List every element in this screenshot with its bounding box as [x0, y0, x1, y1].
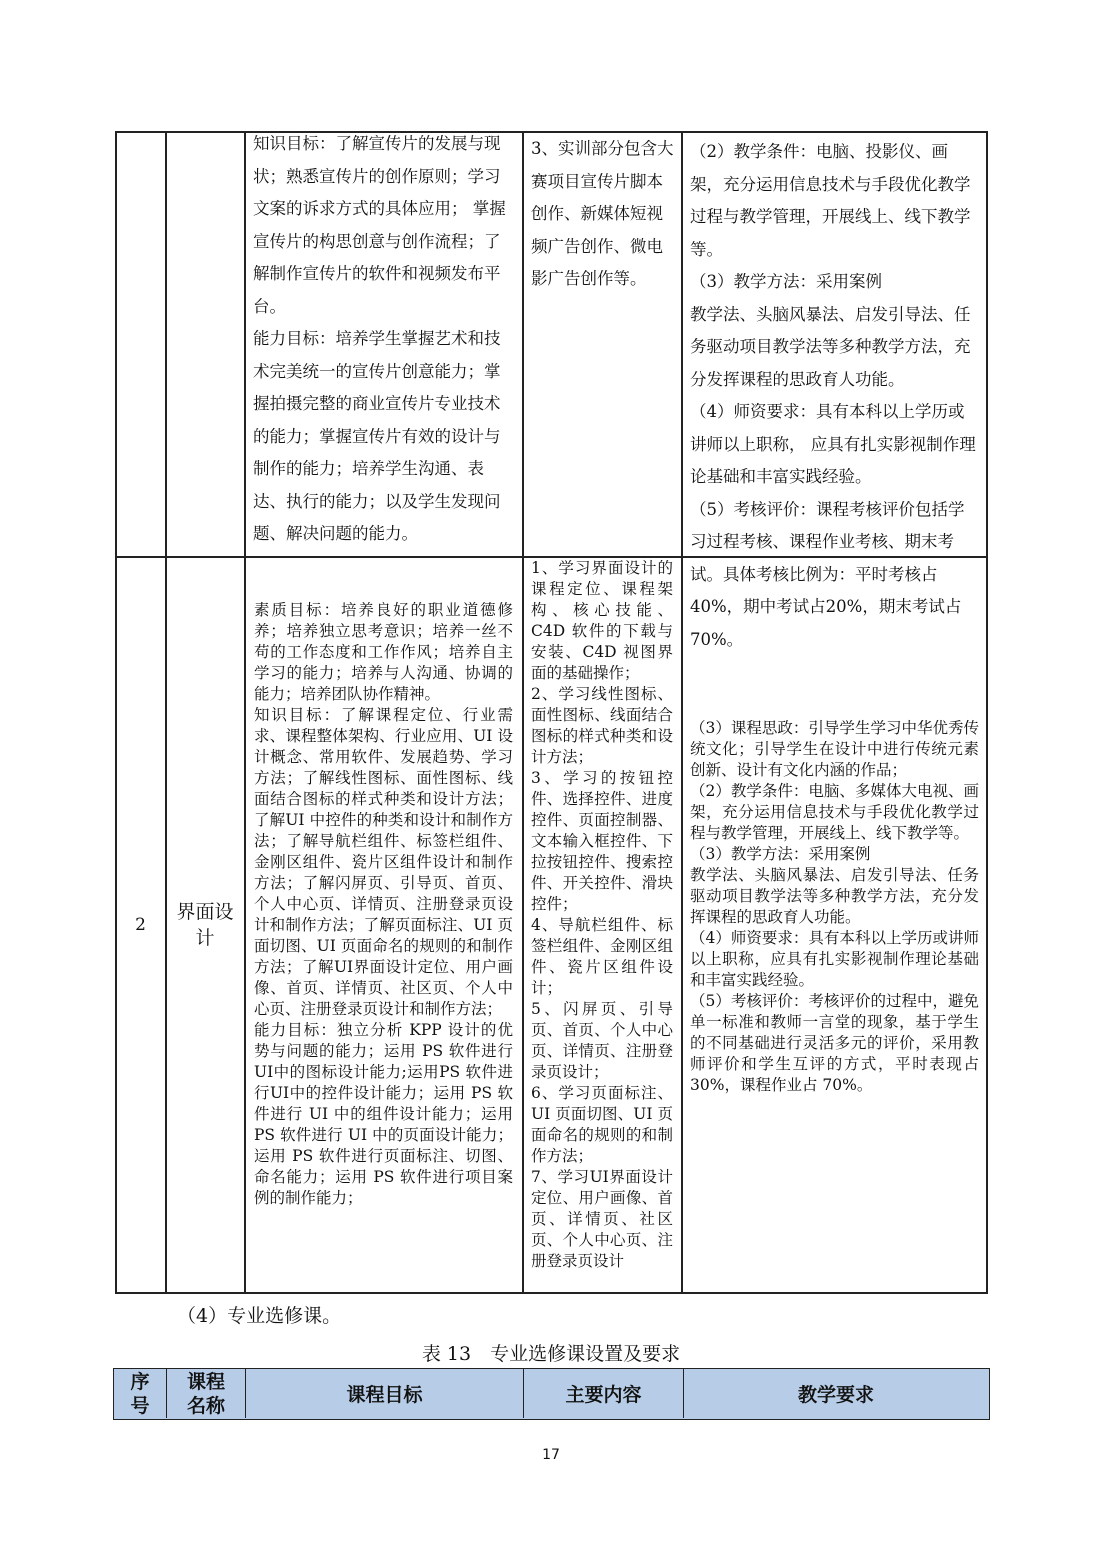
header-requirements: 教学要求 — [797, 1384, 874, 1406]
header-goals: 课程目标 — [246, 1369, 524, 1418]
row1-goals-cell — [253, 128, 515, 553]
row2-req-ideology: （3）课程思政：引导学生学习中华优秀传统文化；引导学生在设计中进行传统元素创新、设计有文化内涵的作品； — [690, 719, 979, 779]
row2-req-methods: 教学法、头脑风暴法、启发引导法、任务驱动项目教学法等多种教学方法，充分发挥课程的思政育人功能。 — [690, 866, 979, 926]
table-rule-v3 — [522, 131, 524, 1293]
row1-req-methods: 教学法、头脑风暴法、启发引导法、任务驱动项目教学法等多种教学方法，充分发挥课程的思政育人功能。 — [690, 304, 971, 389]
row2-req-assessment: （5）考核评价：考核评价的过程中，避免单一标准和教师一言堂的现象，基于学生的不同基础进行灵活多元的评价，采用教师评价和学生互评的方式，平时表现占 30%，课程作业占 70%。 — [690, 992, 979, 1094]
row1-req-method-title: （3）教学方法：采用案例 — [690, 272, 882, 291]
row2-content-item: 2、学习线性图标、面性图标、线面结合图标的样式种类和设计方法； — [531, 685, 673, 766]
row2-content-item: 4、导航栏组件、标签栏组件、金刚区组件、瓷片区组件设计； — [531, 916, 673, 997]
row2-content-item: 7、学习UI界面设计定位、用户画像、首页、详情页、社区页、个人中心页、注册登录页设计 — [531, 1168, 673, 1270]
row2-content-cell — [531, 558, 673, 1292]
row2-goals-knowledge: 知识目标：了解课程定位、行业需求、课程整体架构、行业应用、UI 设计概念、常用软件、发展趋势、学习方法；了解线性图标、面性图标、线面结合图标的样式种类和设计方法；了解UI 中控件的种类和设计和制作方法；了解导航栏组件、标签栏组件、金刚区组件、瓷片区组件设计和制作方法；了解闪屏页、引导页、首页、个人中心页、详情页、注册登录页设计和制作方法；了解页面标注、UI 页面切图、UI 页面命名的规则的和制作方法；了解UI界面设计定位、用户画像、首页、详情页、社区页、个人中心页、注册登录页设计和制作方法； — [254, 706, 513, 1018]
row1-goals-knowledge: 知识目标：了解宣传片的发展与现状；熟悉宣传片的创作原则；学习文案的诉求方式的具体应用； 掌握宣传片的构思创意与创作流程；了解制作宣传片的软件和视频发布平台。 — [253, 134, 506, 316]
header-name: 课程名称 — [167, 1369, 246, 1418]
row2-goals-quality: 素质目标：培养良好的职业道德修养；培养独立思考意识；培养一丝不苟的工作态度和工作作风；培养自主学习的能力；培养与人沟通、协调的能力；培养团队协作精神。 — [254, 601, 513, 703]
row1-requirements-cell — [690, 136, 980, 649]
row2-content-item: 3、学习的按钮控件、选择控件、进度控件、页面控制器、文本输入框控件、下拉按钮控件、搜索控件、开关控件、滑块控件； — [531, 769, 673, 913]
row2-req-conditions: （2）教学条件：电脑、多媒体大电视、画架，充分运用信息技术与手段优化教学过程与教学管理，开展线上、线下教学等。 — [690, 782, 979, 842]
header-content: 主要内容 — [524, 1369, 684, 1418]
table-rule-v5 — [986, 131, 988, 1293]
row2-content-item: 5、闪屏页、引导页、首页、个人中心页、详情页、注册登录页设计； — [531, 1000, 673, 1081]
row1-req-teachers: （4）师资要求：具有本科以上学历或讲师以上职称， 应具有扎实影视制作理论基础和丰富实践经验。 — [690, 402, 976, 486]
row1-req-conditions: （2）教学条件：电脑、投影仪、画架，充分运用信息技术与手段优化教学过程与教学管理，开展线上、线下教学等。 — [690, 142, 971, 259]
row2-content-item: 1、学习界面设计的课程定位、课程架构、核心技能、C4D 软件的下载与安装、C4D 视图界面的基础操作； — [531, 559, 673, 682]
row2-content-item: 6、学习页面标注、UI 页面切图、UI 页面命名的规则的和制作方法； — [531, 1084, 673, 1165]
table-caption: 表 13 专业选修课设置及要求 — [421, 1343, 681, 1365]
row2-requirements-cell — [690, 718, 979, 1290]
table-rule-bottom — [115, 1292, 988, 1294]
row1-content-cell — [531, 133, 674, 553]
row2-course-name: 界面设计 — [176, 900, 234, 949]
row2-goals-cell — [254, 600, 513, 1290]
section-heading: （4）专业选修课。 — [177, 1305, 342, 1327]
table-rule-v4 — [681, 131, 683, 1293]
row2-req-teachers: （4）师资要求：具有本科以上学历或讲师以上职称，应具有扎实影视制作理论基础和丰富实践经验。 — [690, 929, 979, 989]
row1-goals-ability: 能力目标：培养学生掌握艺术和技术完美统一的宣传片创意能力；掌握拍摄完整的商业宣传片专业技术的能力；掌握宣传片有效的设计与制作的能力；培养学生沟通、表达、执行的能力；以及学生发现问题、解决问题的能力。 — [253, 329, 501, 543]
table13-header — [113, 1368, 990, 1420]
row2-number: 2 — [135, 914, 146, 935]
page-number: 17 — [542, 1447, 560, 1463]
header-seq: 序号 — [114, 1369, 167, 1418]
row1-req-assessment: （5）考核评价：课程考核评价包括学习过程考核、课程作业考核、期末考试。具体考核比例为：平时考核占 40%，期中考试占20%，期末考试占 70%。 — [690, 499, 965, 649]
row1-content-item: 3、实训部分包含大赛项目宣传片脚本创作、新媒体短视频广告创作、微电影广告创作等。 — [531, 139, 674, 288]
row2-req-method-title: （3）教学方法：采用案例 — [690, 845, 871, 863]
table-rule-v1 — [165, 131, 167, 1293]
table-rule-v2 — [244, 131, 246, 1293]
row2-goals-ability: 能力目标：独立分析 KPP 设计的优势与问题的能力；运用 PS 软件进行UI中的图标设计能力;运用PS 软件进行UI中的控件设计能力；运用 PS 软件进行 UI 中的组件设计能力；运用 PS 软件进行 UI 中的页面设计能力；运用 PS 软件进行页面标注、切图、命名能力；运用 PS 软件进行项目案例的制作能力； — [254, 1021, 513, 1207]
